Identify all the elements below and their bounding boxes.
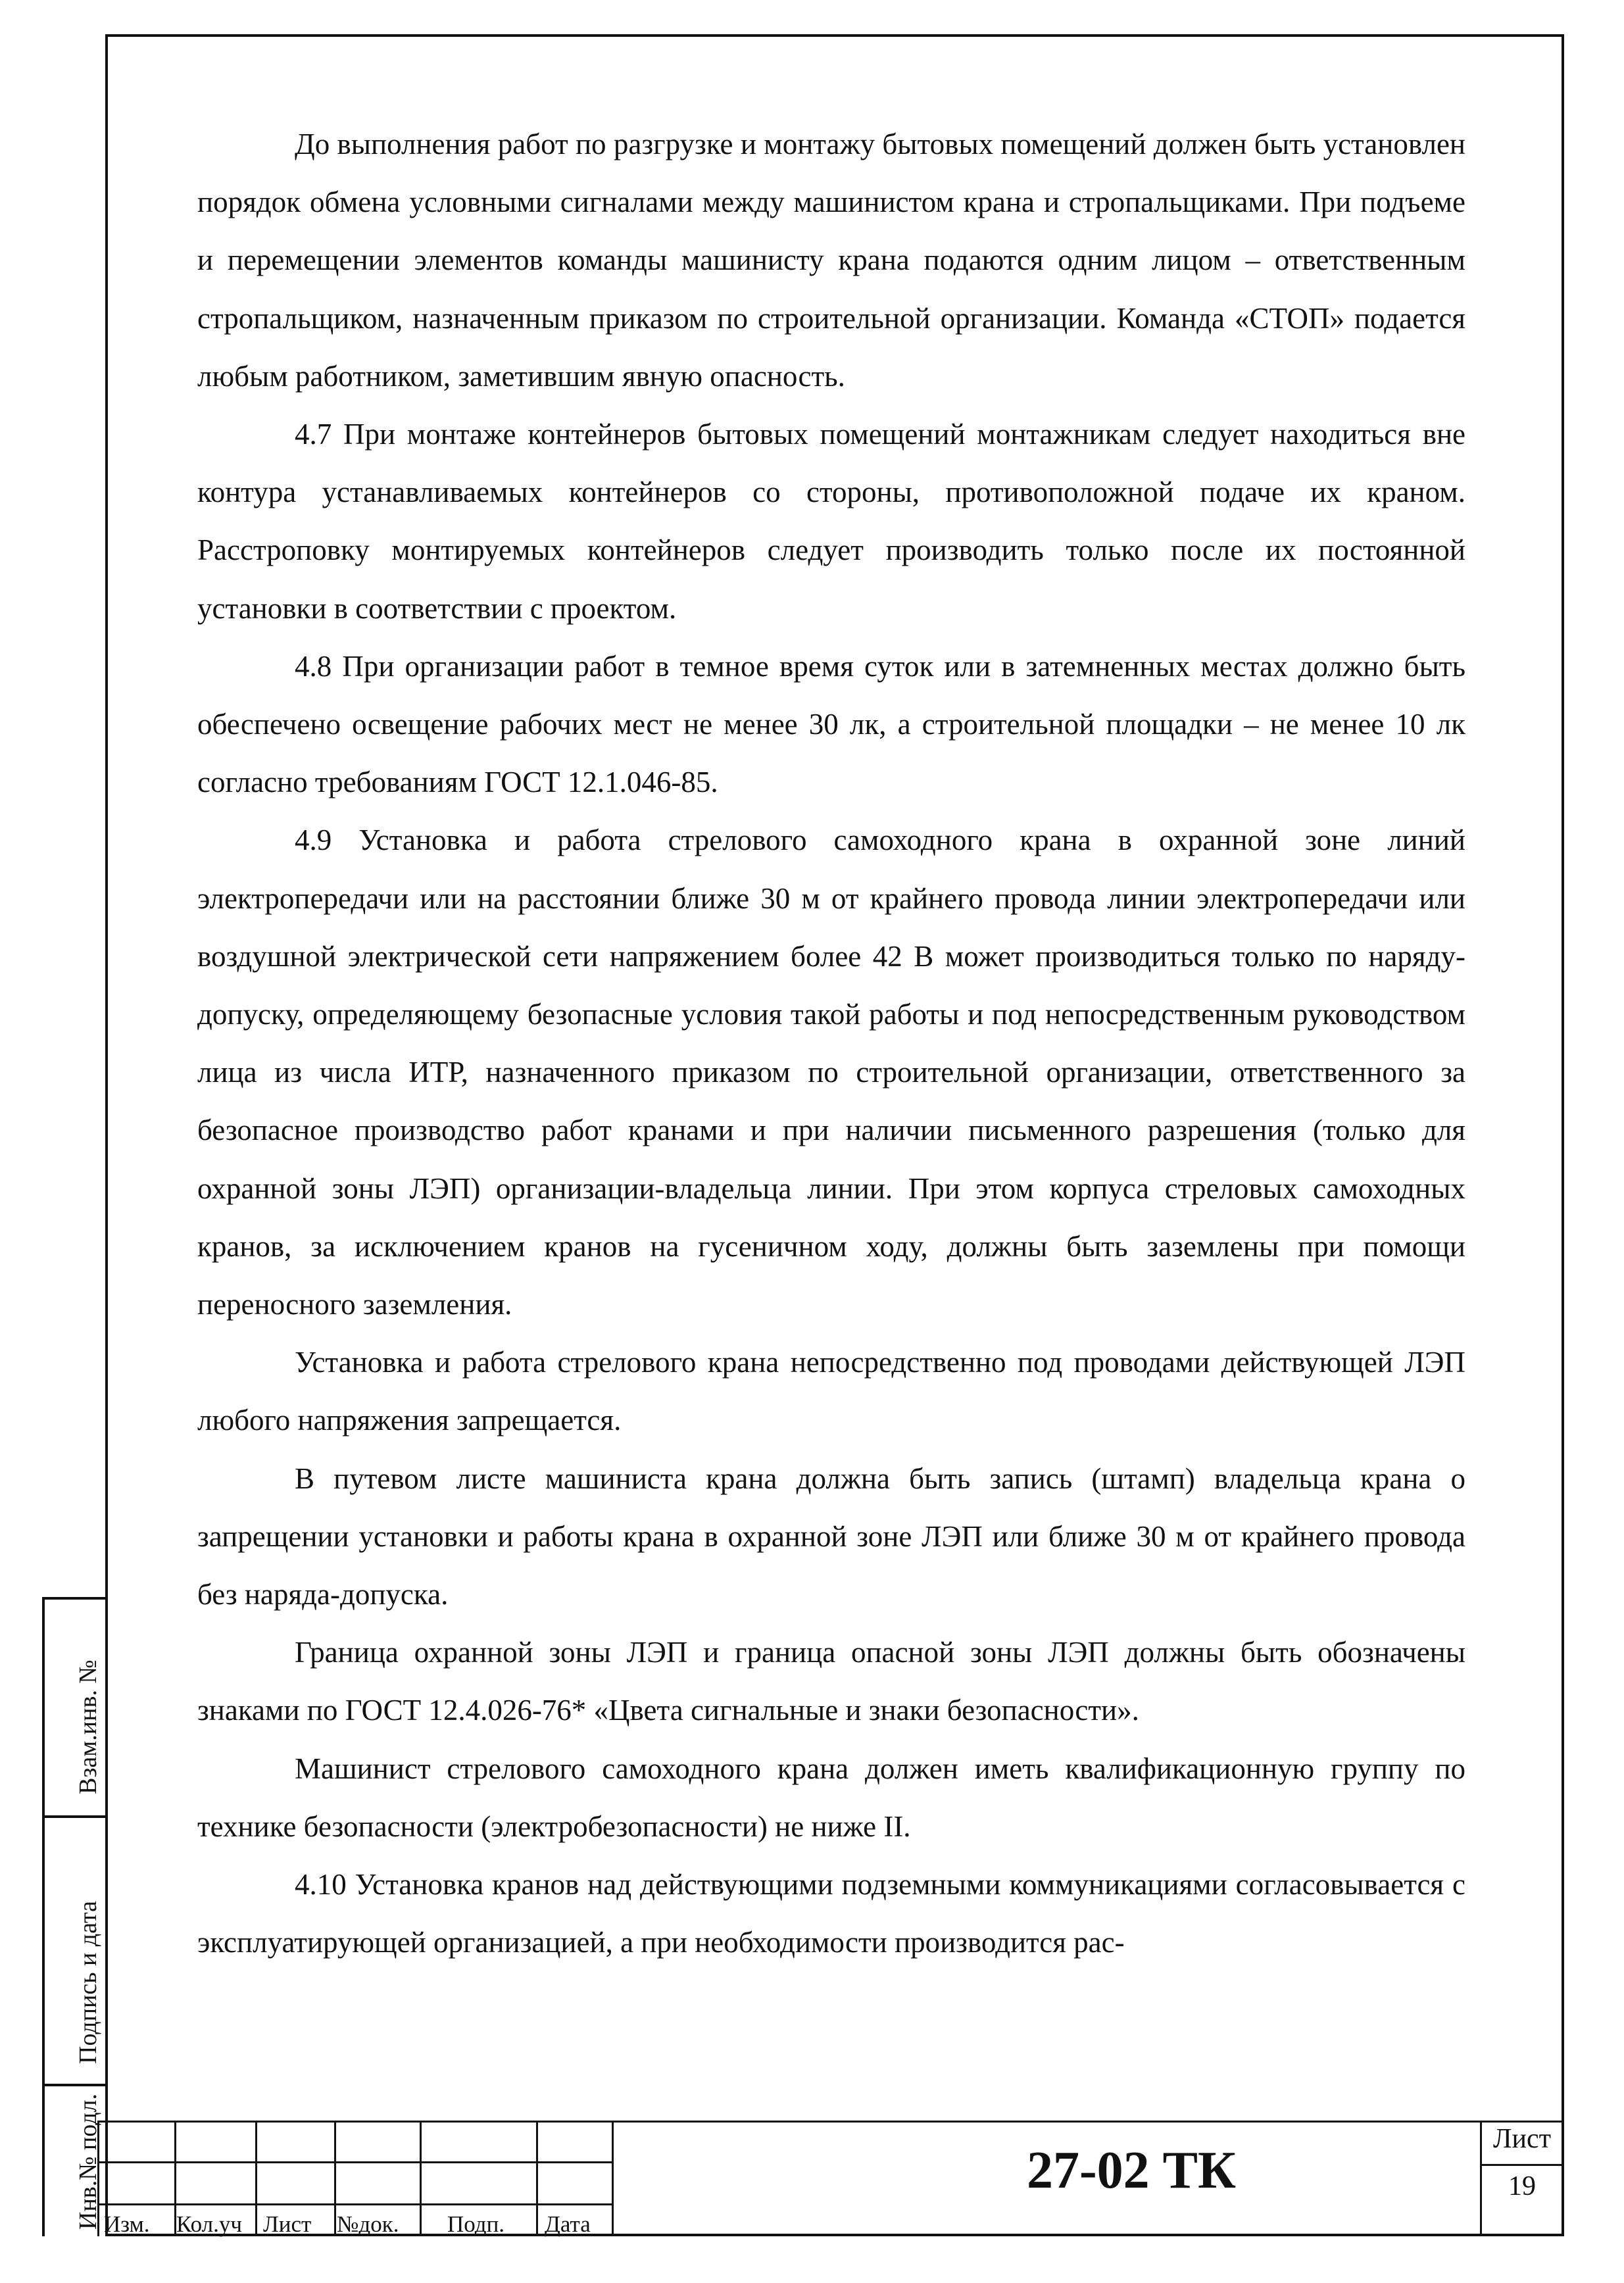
column-label-count: Кол.уч <box>176 2211 242 2237</box>
paragraph-lep-prohibition: Установка и работа стрелового крана непосредственно под проводами действующей ЛЭП любого напряжения запрещается. <box>197 1346 1465 1437</box>
title-block-col-rule <box>255 2121 257 2236</box>
column-label-doc-number: №док. <box>337 2211 399 2237</box>
sheet-number: 19 <box>1508 2171 1536 2201</box>
sheet-label: Лист <box>1493 2124 1551 2154</box>
title-block-col-rule <box>536 2121 538 2236</box>
side-stamp <box>42 1597 105 2236</box>
paragraph-1: До выполнения работ по разгрузке и монтажу бытовых помещений должен быть установлен порядок обмена условными сигналами между машинистом крана и стропальщиками. При подъеме и перемещении элементов команды машинисту крана подаются одним лицом – ответственным стропальщиком, назначенным приказом по строительной организации. Команда «СТОП» подается любым работником, заметившим явную опасность. <box>197 128 1465 393</box>
column-label-date: Дата <box>545 2211 591 2237</box>
original-inventory-label: Инв.№ подл. <box>74 2093 102 2230</box>
document-body <box>197 115 1465 1972</box>
paragraph-waybill: В путевом листе машиниста крана должна быть запись (штамп) владельца крана о запрещении установки и работы крана в охранной зоне ЛЭП или ближе 30 м от крайнего провода без наряда-допуска. <box>197 1461 1465 1611</box>
replaced-inventory-label: Взам.инв. № <box>74 1659 102 1794</box>
paragraph-4-7: 4.7 При монтаже контейнеров бытовых помещений монтажникам следует находиться вне контура устанавливаемых контейнеров со стороны, противоположной подаче их краном. Расстроповку монтируемых контейнеров следует производить только после их постоянной установки в соответствии с проектом. <box>197 418 1465 625</box>
paragraph-4-8: 4.8 При организации работ в темное время суток или в затемненных местах должно быть обеспечено освещение рабочих мест не менее 30 лк, а строительной площадки – не менее 10 лк согласно требованиям ГОСТ 12.1.046-85. <box>197 649 1465 799</box>
column-label-change: Изм. <box>104 2211 150 2237</box>
title-block-col-rule <box>420 2121 422 2236</box>
paragraph-zone-boundary: Граница охранной зоны ЛЭП и граница опасной зоны ЛЭП должны быть обозначены знаками по ГОСТ 12.4.026-76* «Цвета сигнальные и знаки безопасности». <box>197 1636 1465 1727</box>
signature-date-label: Подпись и дата <box>74 1900 102 2064</box>
paragraph-4-9: 4.9 Установка и работа стрелового самоходного крана в охранной зоне линий электропередачи или на расстоянии ближе 30 м от крайнего провода линии электропередачи или воздушной электрической сети напряжением более 42 В может производиться только по наряду-допуску, определяющему безопасные условия такой работы и под непосредственным руководством лица из числа ИТР, назначенного приказом по строительной организации, ответственного за безопасное производство работ кранами и при наличии письменного разрешения (только для охранной зоны ЛЭП) организации-владельца линии. При этом корпуса стреловых самоходных кранов, за исключением кранов на гусеничном ходу, должны быть заземлены при помощи переносного заземления. <box>197 823 1465 1321</box>
column-label-sheet: Лист <box>263 2211 312 2237</box>
paragraph-operator-qualification: Машинист стрелового самоходного крана должен иметь квалификационную группу по технике безопасности (электробезопасности) не ниже II. <box>197 1752 1465 1843</box>
document-code: 27-02 ТК <box>1026 2142 1236 2199</box>
title-block-col-rule <box>97 2121 99 2236</box>
paragraph-4-10: 4.10 Установка кранов над действующими подземными коммуникациями согласовывается с эксплуатирующей организацией, а при необходимости производится рас- <box>197 1868 1465 1959</box>
side-divider <box>42 1597 105 1600</box>
sheet-cell-rule <box>1480 2164 1564 2166</box>
side-divider <box>42 2084 105 2086</box>
side-stamp-border <box>42 1597 45 2236</box>
title-block-col-rule <box>334 2121 336 2236</box>
title-block-col-rule <box>612 2121 614 2236</box>
side-divider <box>42 1815 105 1818</box>
column-label-signature: Подп. <box>447 2211 505 2237</box>
title-block-top-rule <box>97 2121 1564 2123</box>
